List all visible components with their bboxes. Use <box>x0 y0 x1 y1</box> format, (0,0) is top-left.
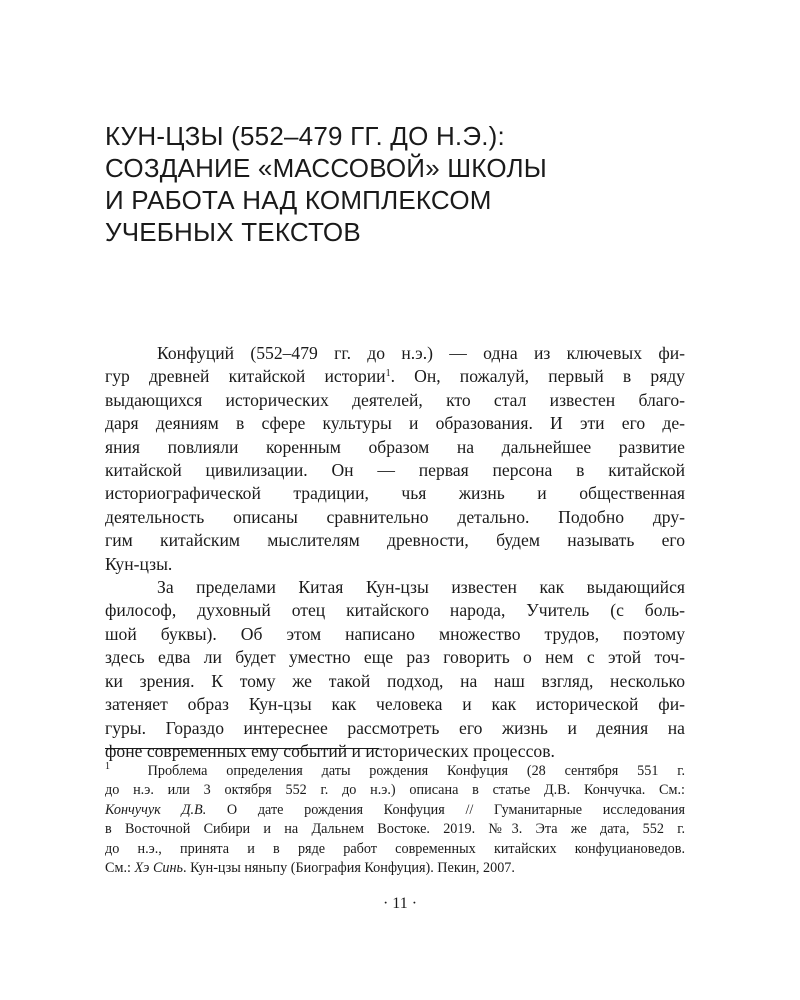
text-line: затеняет образ Кун-цзы как человека и как исторической фи- <box>105 694 685 715</box>
text-line: Кун-цзы. <box>105 553 173 574</box>
body-text <box>105 342 685 763</box>
text-fragment: гур древней китайской истории <box>105 366 386 387</box>
text-line: ки зрения. К тому же такой подход, на наш взгляд, несколько <box>105 670 685 691</box>
footnote-marker: 1 <box>105 761 110 772</box>
text-line: философ, духовный отец китайского народа, Учитель (с боль- <box>105 600 685 621</box>
text-line: шой буквы). Об этом написано множество трудов, поэтому <box>105 623 685 644</box>
chapter-title-line: УЧЕБНЫХ ТЕКСТОВ <box>105 217 361 247</box>
footnote-line: в Восточной Сибири и на Дальнем Востоке. 2019. №3. Эта же дата, 552 г. <box>105 821 685 838</box>
footnote-line: до н.э. или 3 октября 552 г. до н.э.) описана в статье Д.В. Кончучка. См.: <box>105 782 685 799</box>
text-line: За пределами Китая Кун-цзы известен как выдающийся <box>157 577 685 598</box>
text-line: даря деяниям в сфере культуры и образования. И эти его де- <box>105 413 685 434</box>
author-name: Кончучук Д.В. <box>105 801 207 818</box>
text-fragment: . Он, пожалуй, первый в ряду <box>390 366 685 387</box>
text-line <box>105 365 685 388</box>
author-name: Хэ Синь <box>134 860 184 877</box>
footnote-reference[interactable]: 1 <box>385 368 391 380</box>
paragraph-2 <box>105 576 685 763</box>
text-line: здесь едва ли будет уместно еще раз говорить о нем с этой точ- <box>105 647 685 668</box>
text-line: яния повлияли коренным образом на дальнейшее развитие <box>105 436 685 457</box>
text-fragment: См.: <box>105 860 135 877</box>
text-line: китайской цивилизации. Он — первая персона в китайской <box>105 460 685 481</box>
text-line: гим китайским мыслителям древности, будем называть его <box>105 530 685 551</box>
text-line: фоне современных ему событий и исторических процессов. <box>105 740 555 761</box>
text-fragment: . Кун-цзы няньпу (Биография Конфуция). Пекин, 2007. <box>183 860 515 877</box>
chapter-title <box>105 120 725 248</box>
text-line: деятельность описаны сравнительно детально. Подобно дру- <box>105 506 685 527</box>
footnote <box>105 762 685 878</box>
paragraph-1 <box>105 342 685 576</box>
text-fragment: О дате рождения Конфуция // Гуманитарные исследования <box>206 801 685 818</box>
footnote-line <box>105 801 685 820</box>
text-line: гуры. Гораздо интереснее рассмотреть его жизнь и деяния на <box>105 717 685 738</box>
footnote-line <box>105 859 685 878</box>
text-fragment: Проблема определения даты рождения Конфуция (28 сентября 551 г. <box>147 763 685 779</box>
footnote-divider <box>105 748 379 749</box>
chapter-title-line: КУН-ЦЗЫ (552–479 ГГ. ДО Н.Э.): <box>105 121 505 151</box>
footnote-line: до н.э., принята и в ряде работ современных китайских конфуциановедов. <box>105 840 685 857</box>
page-number: · 11 · <box>382 895 418 912</box>
footnote-line <box>105 762 685 781</box>
chapter-title-line: И РАБОТА НАД КОМПЛЕКСОМ <box>105 185 492 215</box>
text-line: выдающихся исторических деятелей, кто стал известен благо- <box>105 389 685 410</box>
text-line: Конфуций (552–479 гг. до н.э.) — одна из ключевых фи- <box>157 343 685 363</box>
chapter-title-line: СОЗДАНИЕ «МАССОВОЙ» ШКОЛЫ <box>105 153 547 183</box>
text-line: историографической традиции, чья жизнь и общественная <box>105 483 685 504</box>
